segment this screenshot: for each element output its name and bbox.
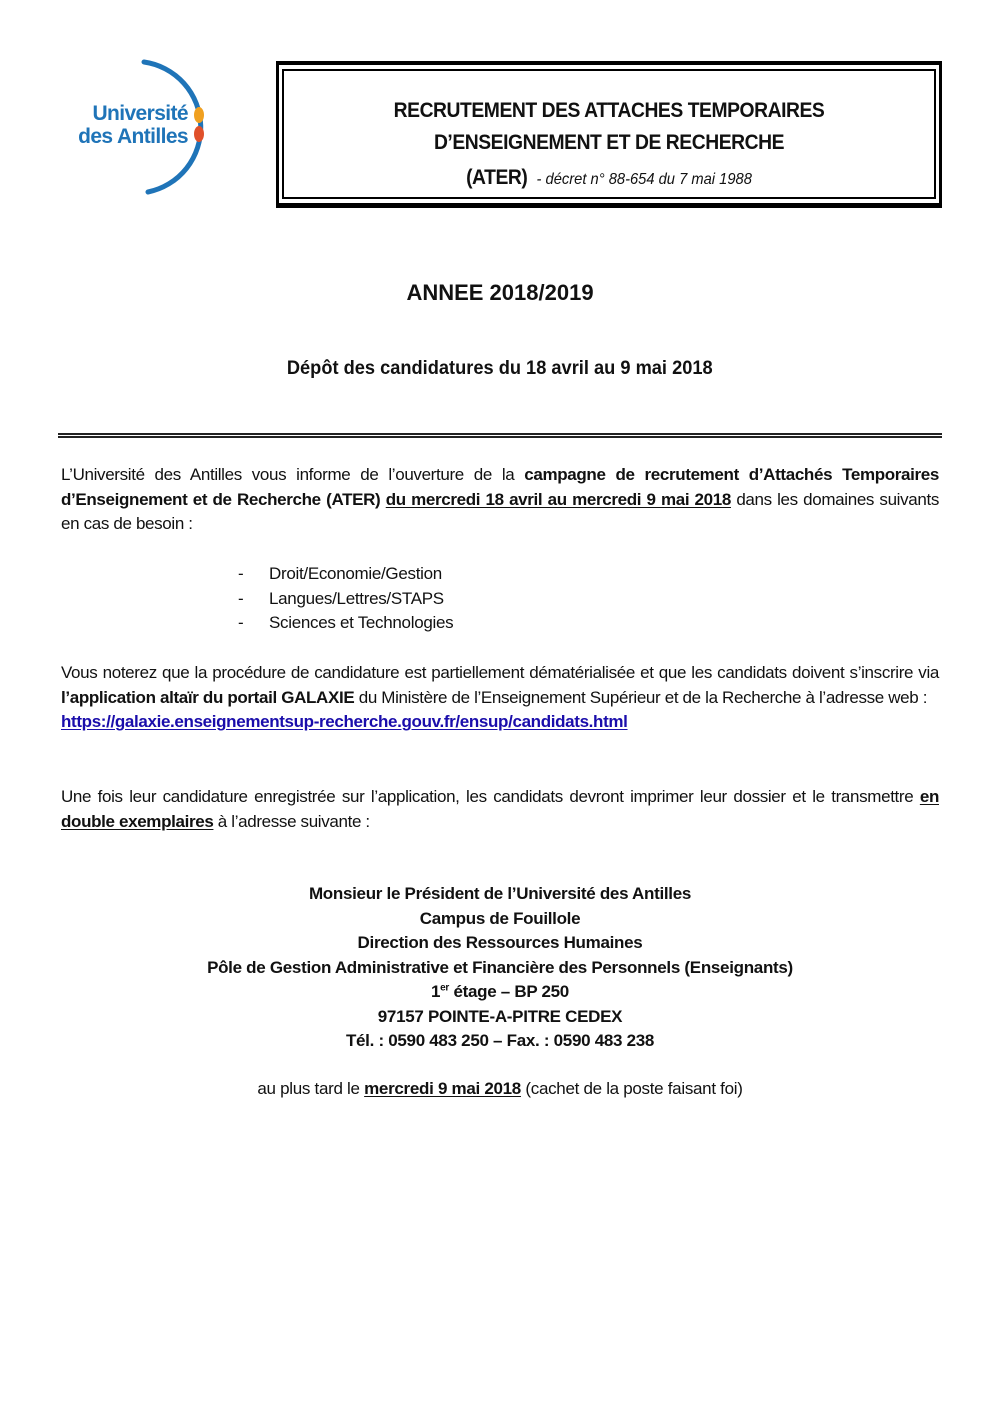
address-line-7: Tél. : 0590 483 250 – Fax. : 0590 483 238 — [345, 1031, 655, 1050]
decree-reference: - décret n° 88-654 du 7 mai 1988 — [536, 171, 752, 188]
title-line-1: RECRUTEMENT DES ATTACHES TEMPORAIRES — [393, 99, 825, 122]
floor-suffix: er — [440, 982, 450, 994]
application-name: l’application altaïr du portail GALAXIE — [61, 687, 355, 707]
procedure-paragraph — [61, 661, 939, 735]
intro-paragraph — [61, 463, 939, 537]
title-box — [276, 61, 942, 208]
postal-address — [0, 882, 1000, 1054]
academic-year: ANNEE 2018/2019 — [406, 280, 594, 305]
orange-dot-icon — [194, 107, 204, 123]
deposit-period — [0, 358, 1000, 380]
domain-label: Langues/Lettres/STAPS — [269, 588, 444, 608]
university-logo — [56, 58, 206, 196]
logo-line-1: Université — [92, 102, 188, 125]
address-line-4: Pôle de Gestion Administrative et Financière des Personnels (Enseignants) — [207, 957, 793, 977]
list-item — [238, 587, 453, 612]
procedure-text: Vous noterez que la procédure de candidature est partiellement dématérialisée et que les candidats doivent s’inscrire via — [61, 663, 939, 682]
procedure-text-end: du Ministère de l’Enseignement Supérieur et de la Recherche à l’adresse web : — [354, 687, 928, 707]
deadline-text-end: (cachet de la poste faisant foi) — [520, 1079, 743, 1098]
list-bullet: - — [238, 613, 244, 632]
intro-text-end: dans les domaines suivants en cas de besoin : — [61, 489, 939, 533]
floor-number: 1 — [431, 982, 441, 1001]
floor-bp: étage – BP 250 — [449, 982, 569, 1001]
address-line-5 — [0, 980, 1000, 1005]
logo-wordmark — [58, 102, 188, 148]
instructions-text: Une fois leur candidature enregistrée sur l’application, les candidats devront imprimer leur dossier et le transmettre — [61, 787, 920, 806]
address-line-3: Direction des Ressources Humaines — [357, 933, 643, 952]
deposit-period-text: Dépôt des candidatures du 18 avril au 9 mai 2018 — [287, 358, 713, 379]
title-line-2: D’ENSEIGNEMENT ET DE RECHERCHE — [433, 131, 785, 154]
address-line-2: Campus de Fouillole — [419, 908, 581, 928]
deadline-text: au plus tard le — [257, 1079, 365, 1098]
instructions-text-end: à l’adresse suivante : — [213, 811, 370, 831]
section-divider — [58, 433, 942, 438]
instructions-paragraph — [61, 785, 939, 834]
campaign-dates: du mercredi 18 avril au mercredi 9 mai 2018 — [385, 489, 731, 509]
deadline-date: mercredi 9 mai 2018 — [364, 1079, 521, 1098]
copies-requirement: en double exemplaires — [61, 787, 939, 831]
galaxie-link[interactable]: https://galaxie.enseignementsup-recherche.gouv.fr/ensup/candidats.html — [61, 712, 628, 731]
domain-label: Sciences et Technologies — [269, 613, 454, 632]
list-bullet: - — [238, 564, 244, 583]
address-line-1: Monsieur le Président de l’Université des Antilles — [308, 884, 692, 903]
list-bullet: - — [238, 588, 244, 608]
red-dot-icon — [194, 126, 204, 142]
campaign-name: campagne de recrutement d’Attachés Temporaires d’Enseignement et de Recherche (ATER) — [61, 465, 939, 509]
deadline-notice — [0, 1079, 1000, 1099]
list-item — [238, 562, 453, 587]
title-acronym: (ATER) — [466, 166, 528, 189]
domain-list — [238, 562, 453, 636]
list-item — [238, 611, 453, 636]
logo-line-2: des Antilles — [78, 125, 188, 148]
intro-text: L’Université des Antilles vous informe de l’ouverture de la — [61, 465, 525, 484]
address-line-6: 97157 POINTE-A-PITRE CEDEX — [377, 1006, 623, 1026]
title-line-3 — [305, 166, 912, 190]
domain-label: Droit/Economie/Gestion — [269, 564, 442, 583]
